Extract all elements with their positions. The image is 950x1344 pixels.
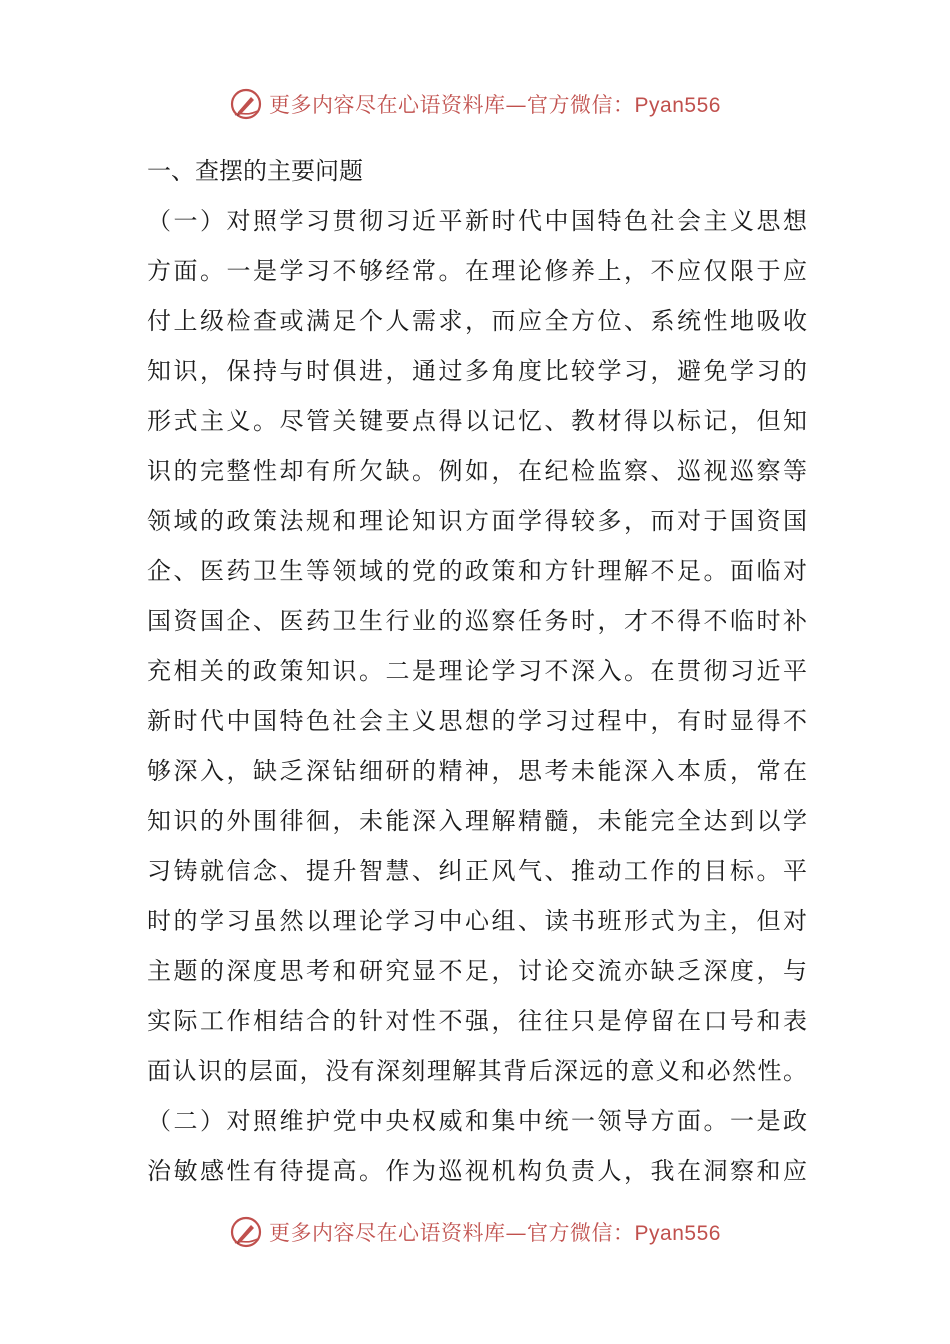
paragraph-line: 面认识的层面，没有深刻理解其背后深远的意义和必然性。	[147, 1057, 807, 1085]
paragraph-line: 时的学习虽然以理论学习中心组、读书班形式为主，但对	[147, 907, 807, 935]
paragraph-line: 够深入，缺乏深钻细研的精神，思考未能深入本质，常在	[147, 757, 807, 785]
paragraph-line: 方面。一是学习不够经常。在理论修养上，不应仅限于应	[147, 257, 807, 285]
pen-logo-icon	[229, 87, 263, 121]
paragraph-line: 形式主义。尽管关键要点得以记忆、教材得以标记，但知	[147, 407, 807, 435]
paragraph-line: 新时代中国特色社会主义思想的学习过程中，有时显得不	[147, 707, 807, 735]
header-watermark	[0, 84, 950, 124]
paragraph-line: （二）对照维护党中央权威和集中统一领导方面。一是政	[147, 1107, 807, 1135]
wechat-id: Pyan556	[634, 94, 721, 117]
paragraph-line: 治敏感性有待提高。作为巡视机构负责人，我在洞察和应	[147, 1157, 807, 1185]
paragraph-line: 国资国企、医药卫生行业的巡察任务时，才不得不临时补	[147, 607, 807, 635]
paragraph-line: 知识的外围徘徊，未能深入理解精髓，未能完全达到以学	[147, 807, 807, 835]
paragraph-line: （一）对照学习贯彻习近平新时代中国特色社会主义思想	[147, 207, 807, 235]
footer-watermark	[0, 1212, 950, 1252]
paragraph-line: 企、医药卫生等领域的党的政策和方针理解不足。面临对	[147, 557, 807, 585]
paragraph-line: 习铸就信念、提升智慧、纠正风气、推动工作的目标。平	[147, 857, 807, 885]
paragraph-line: 知识，保持与时俱进，通过多角度比较学习，避免学习的	[147, 357, 807, 385]
paragraph-line: 实际工作相结合的针对性不强，往往只是停留在口号和表	[147, 1007, 807, 1035]
paragraph-line: 识的完整性却有所欠缺。例如，在纪检监察、巡视巡察等	[147, 457, 807, 485]
watermark-text: 更多内容尽在心语资料库—官方微信：Pyan556	[269, 1221, 721, 1245]
wechat-id: Pyan556	[634, 1222, 721, 1245]
paragraph-line: 充相关的政策知识。二是理论学习不深入。在贯彻习近平	[147, 657, 807, 685]
document-body	[147, 146, 807, 1196]
paragraph-line: 领域的政策法规和理论知识方面学得较多，而对于国资国	[147, 507, 807, 535]
watermark-text: 更多内容尽在心语资料库—官方微信：Pyan556	[269, 93, 721, 117]
paragraph-line: 付上级检查或满足个人需求，而应全方位、系统性地吸收	[147, 307, 807, 335]
pen-logo-icon	[229, 1215, 263, 1249]
section-heading: 一、查摆的主要问题	[147, 157, 363, 185]
paragraph-line: 主题的深度思考和研究显不足，讨论交流亦缺乏深度，与	[147, 957, 807, 985]
